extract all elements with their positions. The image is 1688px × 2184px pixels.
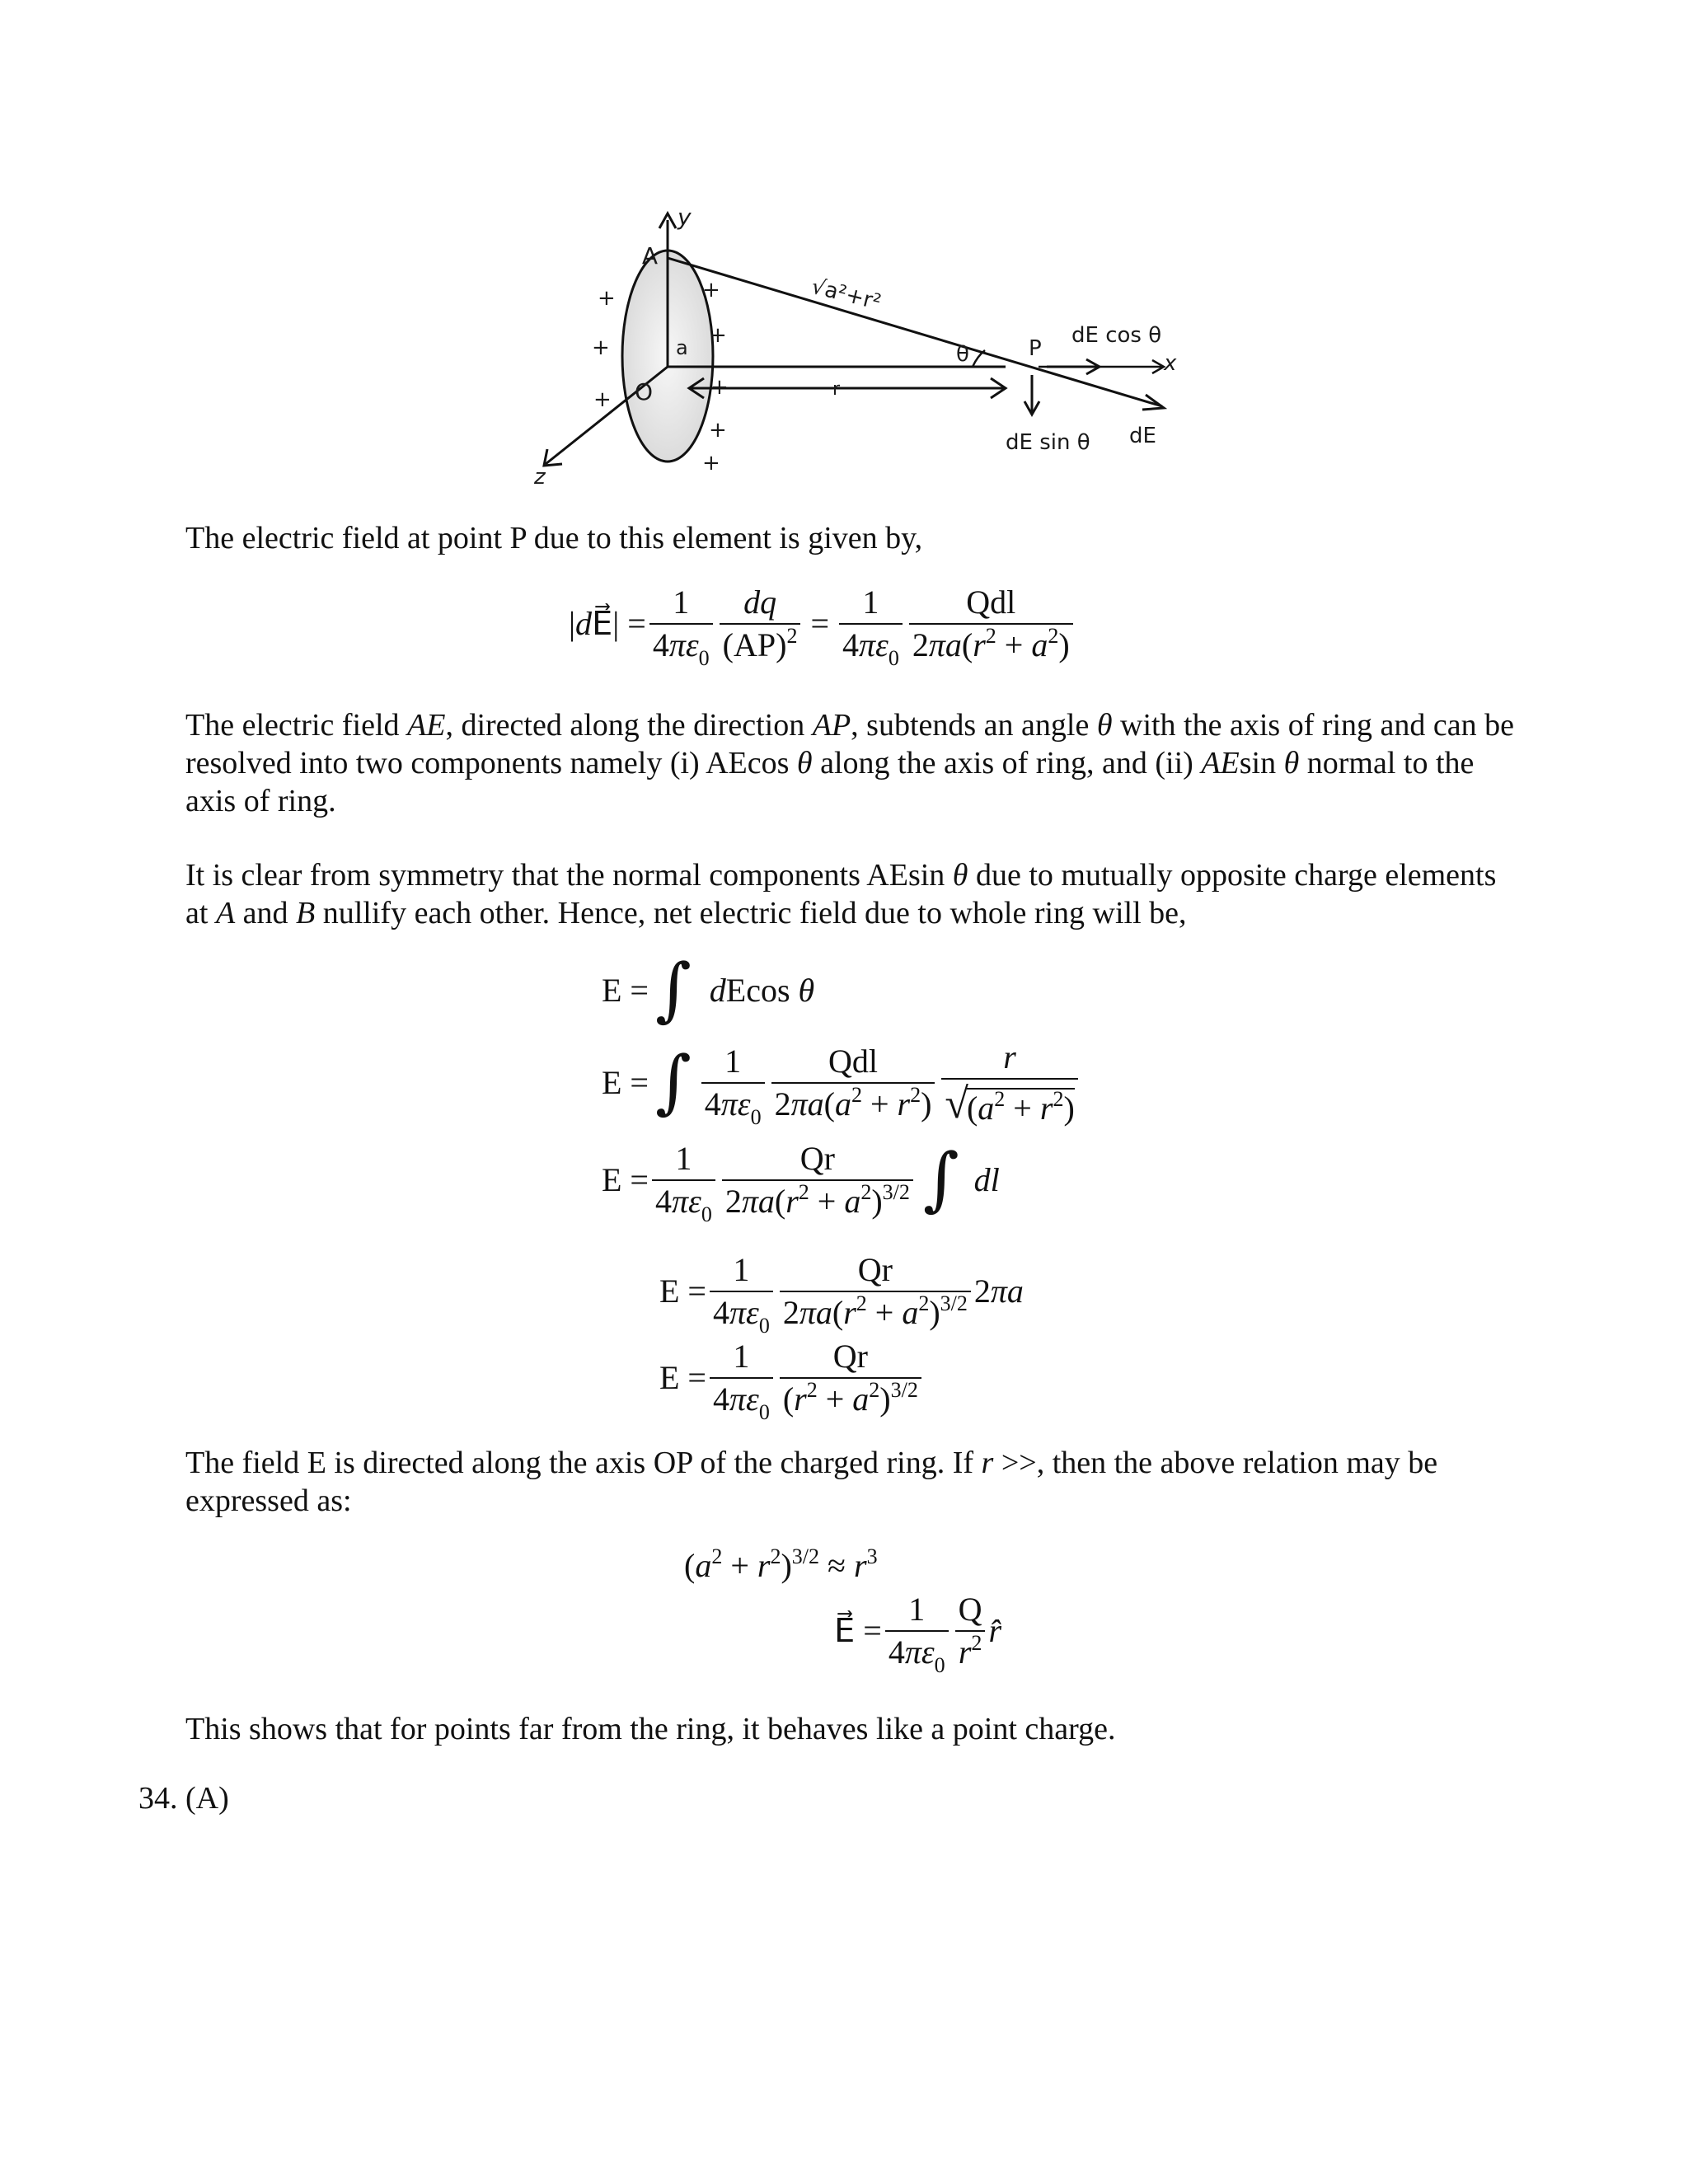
- equation-e-integrand: E = ∫ $\frac{1}{4\pi\varepsilon_0}$ $\frac{\text{Qdl}}{2\pi a(a^2 + r^2)}$ r √ $(a^2 + r^2)$: [602, 1040, 1081, 1126]
- label-theta: θ: [956, 342, 969, 367]
- label-r: r: [832, 379, 841, 400]
- text-span: along the axis of ring, and (ii): [812, 746, 1202, 780]
- charge-sign: +: [702, 278, 720, 302]
- equation-point-charge: E⃗ = $\frac{1}{4\pi\varepsilon_0}$ $\frac{Q}{r^2}$ r̂: [834, 1591, 1002, 1677]
- label-de: dE: [1129, 424, 1156, 448]
- equation-approximation: $(a^2 + r^2)^{3/2} \approx r^3$: [684, 1544, 878, 1584]
- label-z-axis: z: [534, 465, 546, 490]
- label-radius: a: [676, 336, 688, 359]
- label-de-cos: dE cos θ: [1071, 323, 1162, 348]
- label-y-axis: y: [678, 204, 692, 231]
- equation-e-dl: E = $\frac{1}{4\pi\varepsilon_0}$ $\frac{Qr}{2\pi a(r^2 + a^2)^{3/2}}$ ∫ dl: [602, 1138, 1000, 1226]
- math-theta: θ: [1283, 746, 1300, 780]
- math-b: B: [296, 896, 316, 930]
- charge-sign: +: [702, 451, 720, 476]
- text-span: , subtends an angle: [851, 708, 1097, 743]
- label-de-sin: dE sin θ: [1006, 430, 1090, 455]
- math-theta: θ: [952, 858, 968, 893]
- equation-de-magnitude: |dE⃗| = $\frac{1}{4\pi\varepsilon_0}$ $\frac{dq}{(AP)^2}$ = $\frac{1}{4\pi\varepsilon_0}$ $\frac{\text{Qdl}}{2\pi a(r^2 + a^2)}$: [569, 585, 1076, 663]
- math-ae: AE: [407, 708, 446, 743]
- label-a: A: [641, 242, 658, 269]
- text-span: sin: [1239, 746, 1284, 780]
- label-hypotenuse: √a²+r²: [809, 274, 884, 316]
- label-point-p: P: [1029, 336, 1042, 361]
- charge-sign: +: [592, 335, 610, 360]
- text-span: and: [235, 896, 297, 930]
- text-span: >>, then the above relation may be expressed as:: [185, 1446, 1438, 1518]
- ring-diagram: [511, 202, 1187, 515]
- math-a: A: [215, 896, 236, 930]
- text-span: with the axis of ring and can be resolved into two components namely (i) AEcos: [185, 708, 1515, 780]
- text-span: The field E is directed along the axis OP of the charged ring. If: [185, 1446, 982, 1480]
- text-span: The electric field: [185, 708, 408, 743]
- charge-sign: +: [593, 387, 612, 412]
- question-number: 34. (A): [138, 1781, 229, 1816]
- equation-e-integral: E = ∫ dEcos θ: [602, 949, 815, 1029]
- math-r: r: [981, 1446, 994, 1480]
- paragraph-intro: The electric field at point P due to this element is given by,: [185, 521, 923, 555]
- text-span: due to mutually opposite charge elements at: [185, 858, 1497, 930]
- paragraph-symmetry: [185, 856, 1521, 932]
- paragraph-components: [185, 706, 1521, 820]
- text-span: normal to the axis of ring.: [185, 746, 1475, 818]
- label-x-axis: x: [1164, 351, 1177, 376]
- label-origin: O: [634, 378, 653, 405]
- charge-sign: +: [709, 418, 727, 443]
- math-ae: AE: [1201, 746, 1240, 780]
- math-theta: θ: [1096, 708, 1113, 743]
- paragraph-direction: [185, 1444, 1521, 1520]
- text-span: It is clear from symmetry that the normal components AEsin: [185, 858, 953, 893]
- charge-sign: +: [709, 323, 727, 348]
- ring-field-figure: [511, 202, 1187, 515]
- charge-sign: +: [710, 375, 729, 400]
- text-span: , directed along the direction: [445, 708, 813, 743]
- math-theta: θ: [796, 746, 813, 780]
- paragraph-conclusion: This shows that for points far from the ring, it behaves like a point charge.: [185, 1712, 1116, 1746]
- equation-e-final: E = $\frac{1}{4\pi\varepsilon_0}$ $\frac{Qr}{(r^2 + a^2)^{3/2}}$: [659, 1339, 925, 1417]
- equation-e-2pia: E = $\frac{1}{4\pi\varepsilon_0}$ $\frac{Qr}{2\pi a(r^2 + a^2)^{3/2}}$ 2πa: [659, 1251, 1024, 1338]
- charge-sign: +: [598, 286, 616, 311]
- math-ap: AP: [812, 708, 851, 743]
- text-span: nullify each other. Hence, net electric field due to whole ring will be,: [315, 896, 1187, 930]
